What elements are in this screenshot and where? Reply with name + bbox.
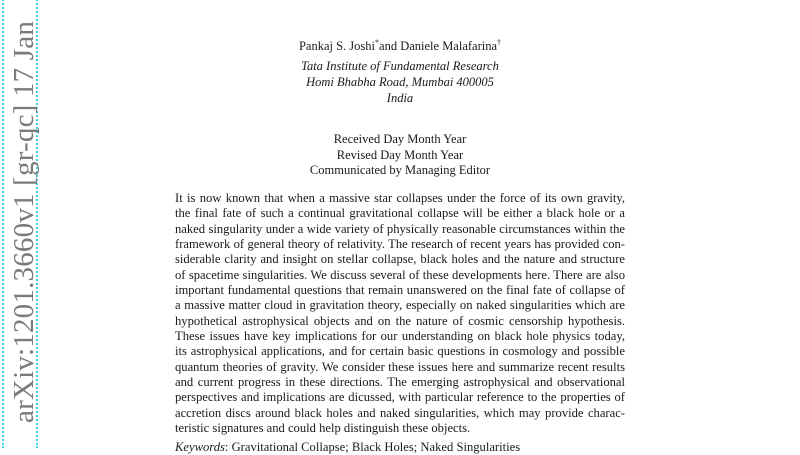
abstract-line: and current progress in these directions. The emerging astrophysical and observational [175, 375, 625, 390]
keywords-list: : Gravitational Collapse; Black Holes; Naked Singularities [224, 440, 521, 454]
affiliation-institute: Tata Institute of Fundamental Research [301, 59, 499, 73]
abstract-line: teristic signatures and could help distinguish these objects. [175, 421, 471, 436]
abstract-line: It is now known that when a massive star collapses under the force of its own gravity, [175, 191, 625, 205]
abstract-line: siderable clarity and insight on stellar collapse, black holes and the nature and structure [175, 252, 625, 267]
abstract-line: naked singularity under a wide variety of physically reasonable circumstances within the [175, 221, 625, 236]
abstract-line: a massive matter cloud in gravitation theory, especially on naked singularities which are [175, 298, 625, 313]
abstract [175, 191, 625, 437]
abstract-line: framework of general theory of relativity. The research of recent years has provided con- [175, 237, 625, 252]
abstract-line: quantum theories of gravity. We consider these issues here and summarize recent results [175, 359, 625, 374]
author-connector: and [379, 39, 401, 54]
keywords-label: Keywords [175, 440, 225, 454]
footnote-mark[interactable]: † [497, 38, 502, 47]
author-line [0, 38, 800, 54]
author-name: Daniele Malafarina [400, 39, 498, 54]
arxiv-identifier: arXiv:1201.3660v1 [gr-qc] 17 Jan [8, 20, 40, 423]
keywords [175, 440, 625, 455]
abstract-line: the final fate of such a continual gravitational collapse will be either a black hole or a [175, 206, 625, 221]
footnote-mark[interactable]: * [375, 38, 380, 47]
abstract-line: hypothetical astrophysical objects and on the nature of cosmic censorship hypothesis. [175, 313, 625, 328]
abstract-line: its astrophysical applications, and for certain basic questions in cosmology and possible [175, 344, 625, 359]
abstract-line: important fundamental questions that remain unanswered on the final fate of collapse of [175, 283, 625, 298]
abstract-line: These issues have key implications for our understanding on black hole physics today, [175, 329, 625, 344]
author-name: Pankaj S. Joshi [298, 39, 376, 54]
abstract-line: perspectives and implications are dicussed, with particular reference to the properties of [175, 390, 625, 405]
affiliation-country: India [386, 91, 414, 105]
affiliation-address: Homi Bhabha Road, Mumbai 400005 [306, 75, 494, 89]
abstract-line: of spacetime singularities. We discuss several of these developments here. There are also [175, 267, 625, 282]
revised-date: Revised Day Month Year [336, 148, 464, 162]
abstract-line: accretion discs around black holes and naked singularities, which may provide charac- [175, 405, 625, 420]
received-date: Received Day Month Year [333, 132, 467, 146]
communicated-by: Communicated by Managing Editor [309, 163, 491, 177]
